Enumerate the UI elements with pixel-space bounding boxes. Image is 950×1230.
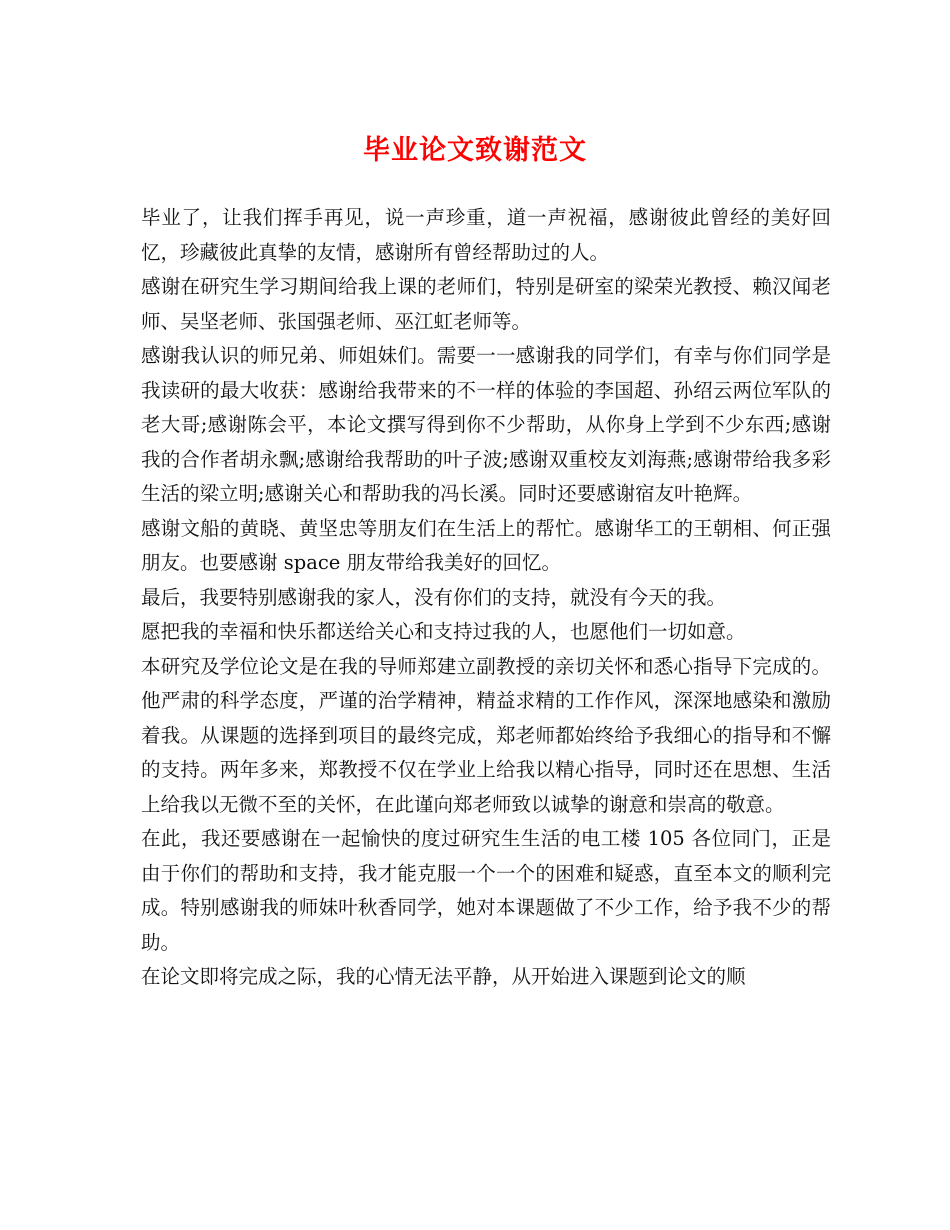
paragraph: 毕业了，让我们挥手再见，说一声珍重，道一声祝福，感谢彼此曾经的美好回忆，珍藏彼此真挚的友情，感谢所有曾经帮助过的人。 (141, 206, 831, 264)
paragraph: 感谢在研究生学习期间给我上课的老师们，特别是研室的梁荣光教授、赖汉闻老师、吴坚老师、张国强老师、巫江虹老师等。 (141, 275, 831, 333)
paragraph: 感谢我认识的师兄弟、师姐妹们。需要一一感谢我的同学们，有幸与你们同学是我读研的最大收获：感谢给我带来的不一样的体验的李国超、孙绍云两位军队的老大哥;感谢陈会平，本论文撰写得到你不少帮助，从你身上学到不少东西;感谢我的合作者胡永飘;感谢给我帮助的叶子波;感谢双重校友刘海燕;感谢带给我多彩生活的梁立明;感谢关心和帮助我的冯长溪。同时还要感谢宿友叶艳辉。 (141, 344, 831, 505)
document-body (141, 201, 831, 995)
paragraph: 在此，我还要感谢在一起愉快的度过研究生生活的电工楼 105 各位同门，正是由于你们的帮助和支持，我才能克服一个一个的困难和疑惑，直至本文的顺利完成。特别感谢我的师妹叶秋香同学，她对本课题做了不少工作，给予我不少的帮助。 (141, 827, 831, 954)
paragraph: 愿把我的幸福和快乐都送给关心和支持过我的人，也愿他们一切如意。 (141, 620, 746, 643)
document-title: 毕业论文致谢范文 (363, 135, 587, 166)
paragraph: 本研究及学位论文是在我的导师郑建立副教授的亲切关怀和悉心指导下完成的。他严肃的科学态度，严谨的治学精神，精益求精的工作作风，深深地感染和激励着我。从课题的选择到项目的最终完成，郑老师都始终给予我细心的指导和不懈的支持。两年多来，郑教授不仅在学业上给我以精心指导，同时还在思想、生活上给我以无微不至的关怀，在此谨向郑老师致以诚挚的谢意和崇高的敬意。 (141, 654, 831, 816)
paragraph: 感谢文船的黄晓、黄坚忠等朋友们在生活上的帮忙。感谢华工的王朝相、何正强朋友。也要感谢 space 朋友带给我美好的回忆。 (141, 516, 831, 574)
paragraph: 在论文即将完成之际，我的心情无法平静，从开始进入课题到论文的顺 (141, 965, 746, 988)
paragraph: 最后，我要特别感谢我的家人，没有你们的支持，就没有今天的我。 (141, 585, 727, 609)
